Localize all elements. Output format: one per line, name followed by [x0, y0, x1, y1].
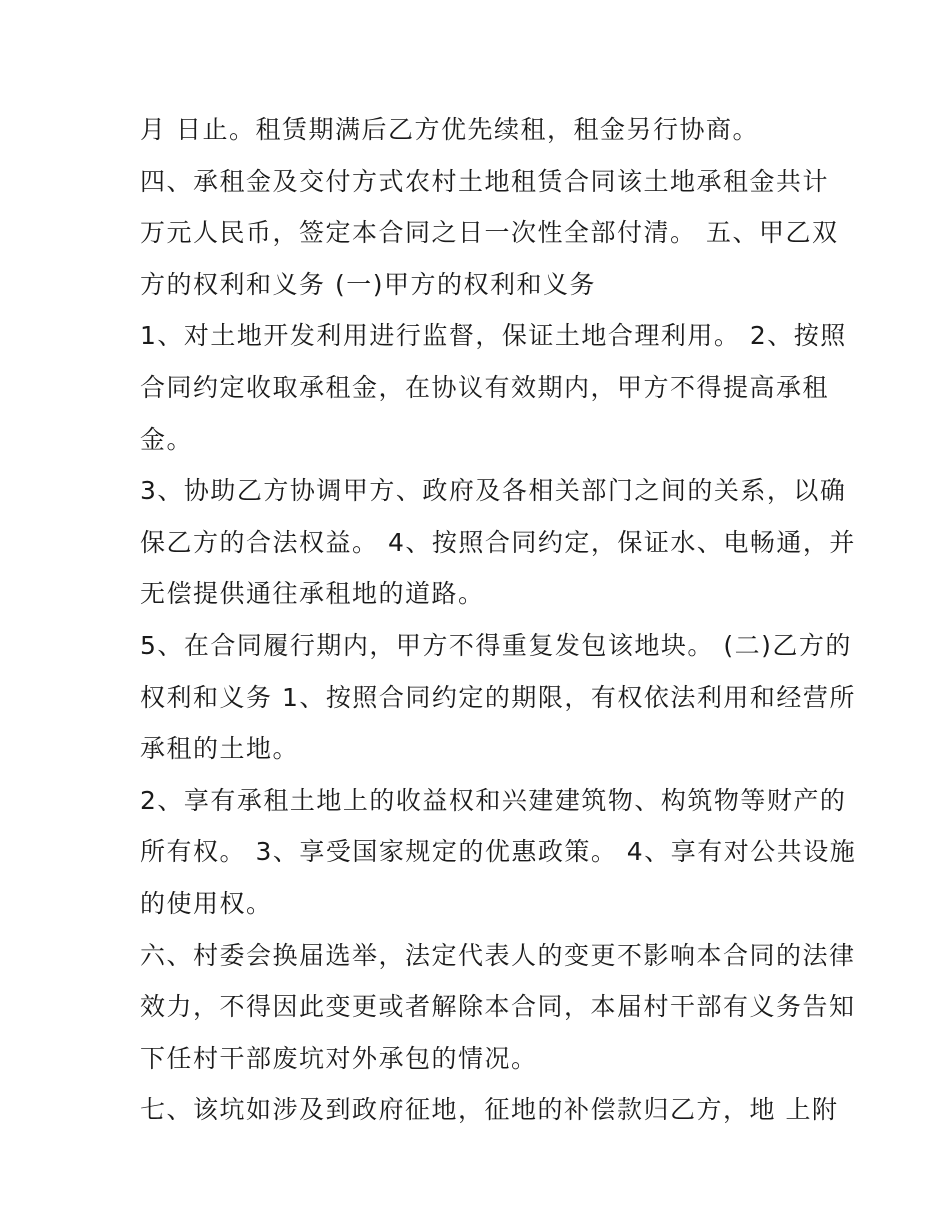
text-line: 金。 [140, 424, 194, 454]
text-line: 所有权。 3、享受国家规定的优惠政策。 4、享有对公共设施 [140, 837, 857, 867]
text-line: 3、协助乙方协调甲方、政府及各相关部门之间的关系，以确 [140, 476, 847, 506]
text-line: 权利和义务 1、按照合同约定的期限，有权依法利用和经营所 [140, 682, 856, 712]
text-line: 1、对土地开发利用进行监督，保证土地合理利用。 2、按照 [140, 321, 847, 351]
contract-body-text [140, 108, 857, 1140]
text-line: 无偿提供通往承租地的道路。 [140, 579, 485, 609]
text-line: 四、承租金及交付方式农村土地租赁合同该土地承租金共计 [140, 166, 830, 196]
text-line: 万元人民币，签定本合同之日一次性全部付清。 五、甲乙双 [140, 218, 839, 248]
text-line: 七、该坑如涉及到政府征地，征地的补偿款归乙方，地 上附 [140, 1095, 839, 1125]
text-line: 月 日止。租赁期满后乙方优先续租，租金另行协商。 [140, 115, 759, 144]
text-line: 合同约定收取承租金，在协议有效期内，甲方不得提高承租 [140, 372, 830, 402]
text-line: 六、村委会换届选举，法定代表人的变更不影响本合同的法律 [140, 940, 856, 970]
text-line: 2、享有承租土地上的收益权和兴建建筑物、构筑物等财产的 [140, 785, 847, 815]
text-line: 保乙方的合法权益。 4、按照合同约定，保证水、电畅通，并 [140, 527, 856, 557]
text-line: 承租的土地。 [140, 734, 300, 764]
text-line: 下任村干部废坑对外承包的情况。 [140, 1043, 538, 1073]
text-line: 效力，不得因此变更或者解除本合同，本届村干部有义务告知 [140, 992, 856, 1022]
text-line: 5、在合同履行期内，甲方不得重复发包该地块。 (二)乙方的 [140, 630, 852, 660]
text-line: 的使用权。 [140, 888, 273, 918]
text-line: 方的权利和义务 (一)甲方的权利和义务 [140, 269, 596, 299]
